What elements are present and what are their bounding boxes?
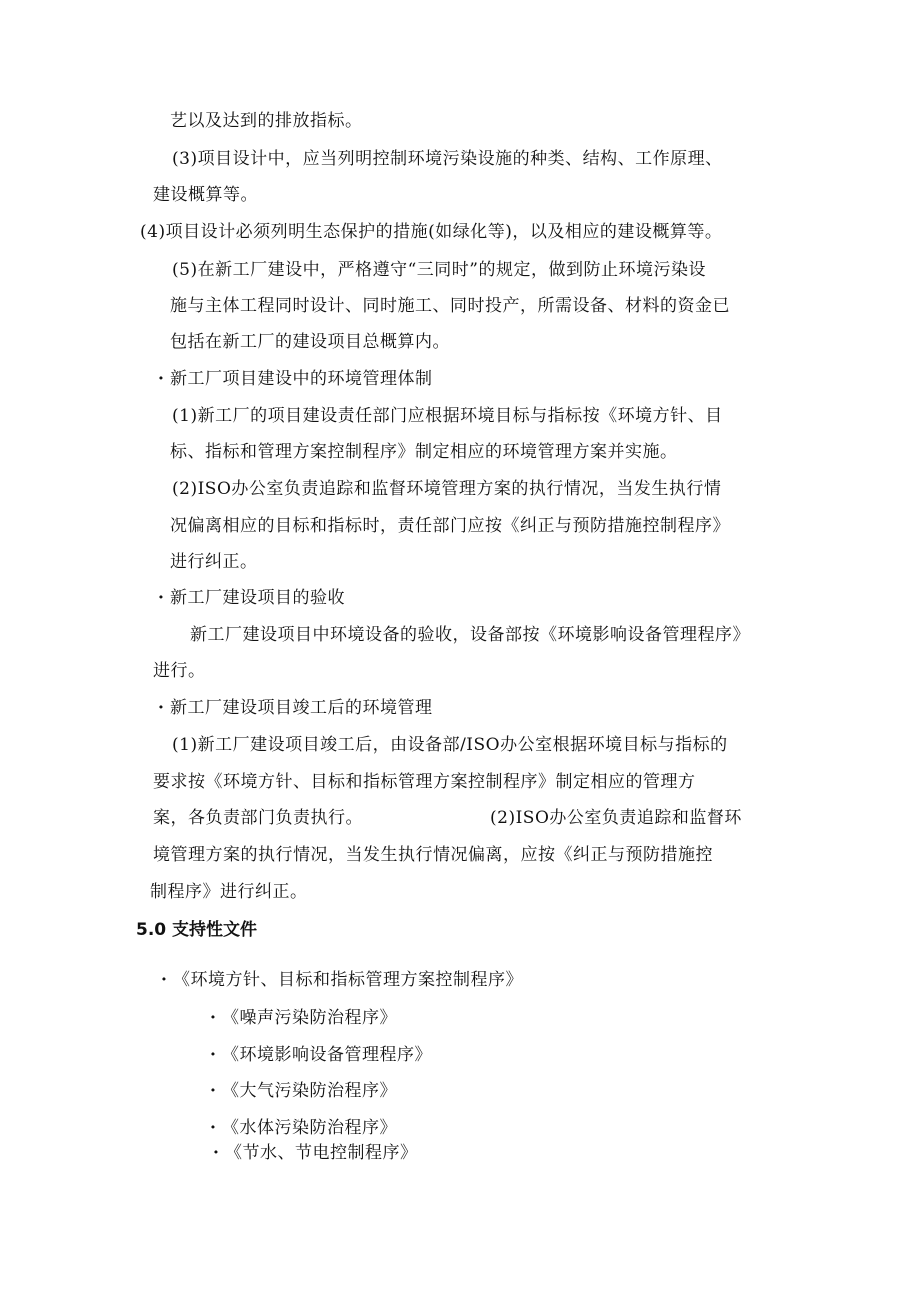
text-line: (2)ISO办公室负责追踪和监督环 bbox=[490, 808, 742, 828]
text-line: 包括在新工厂的建设项目总概算内。 bbox=[170, 332, 450, 352]
subsection-heading: · 新工厂建设项目的验收 bbox=[170, 586, 345, 610]
section-heading: 5.0 支持性文件 bbox=[136, 920, 258, 940]
list-item: · 《环境影响设备管理程序》 bbox=[222, 1043, 432, 1067]
text-line: (5)在新工厂建设中，严格遵守“三同时”的规定，做到防止环境污染设 bbox=[172, 260, 706, 280]
subsection-heading: · 新工厂项目建设中的环境管理体制 bbox=[170, 367, 433, 391]
text-line: 标、指标和管理方案控制程序》制定相应的环境管理方案并实施。 bbox=[170, 442, 678, 462]
text-line: (2)ISO办公室负责追踪和监督环境管理方案的执行情况，当发生执行情 bbox=[172, 479, 722, 499]
text-line: 新工厂建设项目中环境设备的验收，设备部按《环境影响设备管理程序》 bbox=[190, 625, 750, 645]
text-line: (3)项目设计中，应当列明控制环境污染设施的种类、结构、工作原理、 bbox=[172, 149, 723, 169]
list-item: · 《节水、节电控制程序》 bbox=[225, 1141, 418, 1165]
text-line: 建设概算等。 bbox=[153, 185, 258, 205]
text-line: 施与主体工程同时设计、同时施工、同时投产，所需设备、材料的资金已 bbox=[170, 296, 730, 316]
list-item: · 《噪声污染防治程序》 bbox=[222, 1006, 397, 1030]
text-line: 进行纠正。 bbox=[170, 552, 258, 572]
text-line: 要求按《环境方针、目标和指标管理方案控制程序》制定相应的管理方 bbox=[153, 772, 696, 792]
text-line: 案，各负责部门负责执行。 bbox=[153, 808, 363, 828]
list-item: · 《大气污染防治程序》 bbox=[222, 1079, 397, 1103]
list-item: · 《水体污染防治程序》 bbox=[222, 1116, 397, 1140]
text-line: 进行。 bbox=[153, 661, 206, 681]
text-line: 境管理方案的执行情况，当发生执行情况偏离，应按《纠正与预防措施控 bbox=[153, 845, 713, 865]
list-item: · 《环境方针、目标和指标管理方案控制程序》 bbox=[173, 968, 523, 992]
text-line: 况偏离相应的目标和指标时，责任部门应按《纠正与预防措施控制程序》 bbox=[170, 516, 730, 536]
text-line: (1)新工厂建设项目竣工后，由设备部/ISO办公室根据环境目标与指标的 bbox=[172, 735, 728, 755]
subsection-heading: · 新工厂建设项目竣工后的环境管理 bbox=[170, 696, 433, 720]
text-line: 制程序》进行纠正。 bbox=[150, 882, 308, 902]
text-line: (1)新工厂的项目建设责任部门应根据环境目标与指标按《环境方针、目 bbox=[172, 406, 723, 426]
text-line: (4)项目设计必须列明生态保护的措施(如绿化等)，以及相应的建设概算等。 bbox=[140, 222, 723, 242]
text-line: 艺以及达到的排放指标。 bbox=[170, 111, 363, 131]
